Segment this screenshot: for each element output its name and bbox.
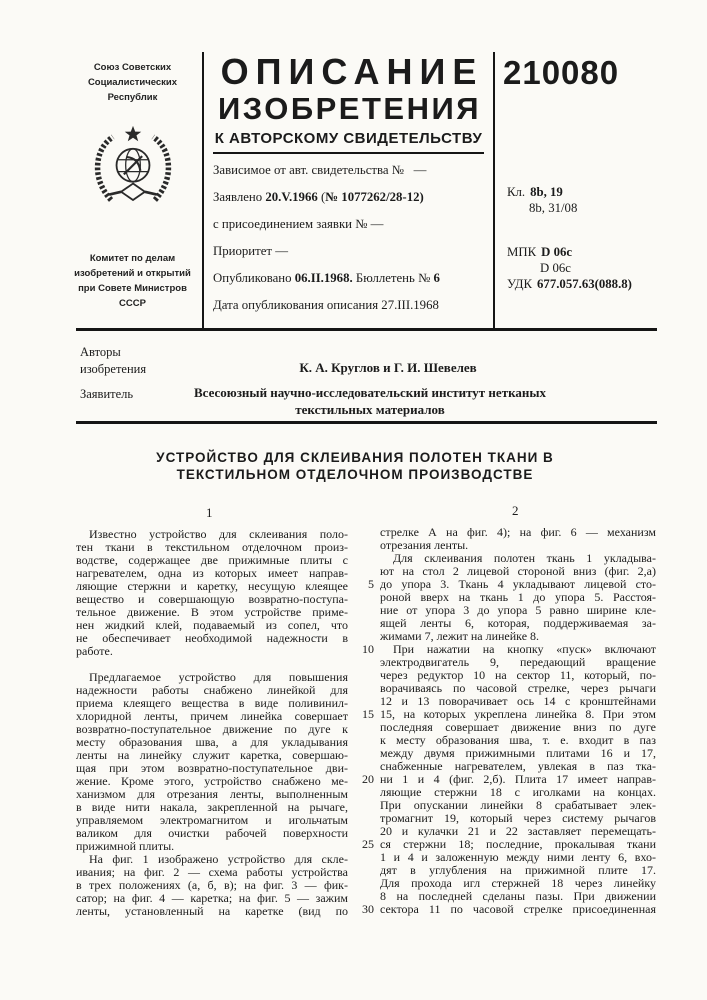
body-text-line: дят в углубления на прижимной плите 17.: [380, 864, 656, 877]
body-text-line: ни 1 и 4 (фиг. 2,б). Плита 17 имеет направ-: [380, 773, 656, 786]
body-text-line: стрелке А на фиг. 4); на фиг. 6 — механизм: [380, 526, 656, 539]
body-text-line: ся стержни 18; последние, прокалывая ткани: [380, 838, 656, 851]
body-text-line: 8 на последней сделаны пазы. При движении: [380, 890, 656, 903]
class-mpk: МПК D 06c: [507, 245, 573, 259]
body-text-line: Для прохода игл стержней 18 через линейку: [380, 877, 656, 890]
info-line: Приоритет —: [213, 244, 288, 258]
body-text-line: ивания; на фиг. 2 — схема работы устройства: [76, 866, 348, 879]
body-text-line: приема клеящего вещества в виде поливинил-: [76, 697, 348, 710]
body-text-line: снабженные нагревателем, увлекая в паз тка-: [380, 760, 656, 773]
body-text-line: в виде нити накала, закрепленной на рычаге,: [76, 801, 348, 814]
body-text-line: роной вверх на ткань 1 до упора 5. Расстоя-: [380, 591, 656, 604]
header-vertical-divider-right: [493, 52, 495, 330]
union-name-line: Социалистических: [87, 77, 178, 88]
applicant-label: Заявитель: [80, 387, 134, 401]
classification-spacer: [507, 216, 702, 244]
body-text-line: тельное движение. В этом устройстве приме-: [76, 606, 348, 619]
info-line: Заявлено 20.V.1966 (№ 1077262/28-12): [213, 190, 424, 204]
union-name-line: Союз Советских: [93, 62, 172, 73]
union-name-line: Республик: [107, 92, 158, 103]
body-text-line: жимами 7, лежит на линейке 8.: [380, 630, 540, 643]
masthead-left-block: [40, 60, 225, 311]
body-text-line: Для склеивания полотен ткань 1 укладыва-: [393, 552, 656, 565]
committee-name-line: при Совете Министров: [78, 283, 187, 294]
committee-name-line: Комитет по делам: [89, 253, 176, 264]
body-text-line: до упора 3. Ткань 4 укладывают лицевой сто-: [380, 578, 656, 591]
doc-subtitle: К АВТОРСКОМУ СВИДЕТЕЛЬСТВУ: [213, 130, 485, 154]
body-text-line: отрезания ленты.: [380, 539, 469, 552]
column-number-1: 1: [206, 505, 213, 520]
horizontal-rule-top: [76, 328, 657, 331]
body-text-line: ворачиваясь по часовой стрелке, через рычаги: [380, 682, 656, 695]
column-number-2: 2: [512, 503, 519, 518]
body-text-line: месту образования шва, а для укладывания: [76, 736, 348, 749]
body-text-line: жение. Кроме этого, устройство снабжено ме-: [76, 775, 348, 788]
body-text-line: Известно устройство для склеивания поло-: [89, 528, 348, 541]
body-text-line: ханизмом для отрезания ленты, выполненным: [76, 788, 348, 801]
body-text-line: прижимной плиты.: [76, 840, 175, 853]
committee-name: [40, 251, 225, 311]
gutter-line-number: 25: [362, 837, 374, 851]
body-text-line: ляющие стержни 18 с иголками на концах.: [380, 786, 656, 799]
body-text-line: ляющие стержни и каретку, несущую клеящее: [76, 580, 348, 593]
info-line: с присоединением заявки № —: [213, 217, 384, 231]
classification-block: [507, 184, 702, 292]
body-text-line: вещество и совершающую возвратно-поступа-: [76, 593, 348, 606]
body-text-line: нен жидкий клей, подаваемый из сопел, что: [76, 619, 348, 632]
class-udk: УДК 677.057.63(088.8): [507, 277, 632, 291]
body-text-line: тромагнит 19, который через систему рычагов: [380, 812, 656, 825]
body-text-line: ние от упора 3 до упора 5 равно ширине кле-: [380, 604, 656, 617]
gutter-line-number: 20: [362, 772, 374, 786]
body-text-line: сатор; на фиг. 4 — каретка; на фиг. 5 — зажим: [76, 892, 348, 905]
doc-type-title-line2: ИЗОБРЕТЕНИЯ: [217, 91, 482, 126]
horizontal-rule-bottom: [76, 421, 657, 424]
header-vertical-divider-left: [202, 52, 204, 330]
info-line: Зависимое от авт. свидетельства № —: [213, 163, 427, 177]
body-text-line: электродвигатель 9, передающий вращение: [380, 656, 656, 669]
gutter-line-number: 10: [362, 642, 374, 656]
committee-name-line: изобретений и открытий: [74, 268, 191, 279]
body-text-line: ящей ленты 6, которая, поддерживаемая за-: [380, 617, 656, 630]
applicant-name: Всесоюзный научно-исследовательский институт нетканых текстильных материалов: [193, 385, 547, 417]
bibliographic-info: [213, 157, 491, 319]
body-text-line: нагревателем, одна из которых имеет направ-: [76, 567, 348, 580]
gutter-line-number: 5: [368, 577, 374, 591]
body-text-line: Предлагаемое устройство для повышения: [89, 671, 348, 684]
info-line: Опубликовано 06.II.1968. Бюллетень № 6: [213, 271, 440, 285]
body-text-line: последняя совершает движение вниз по дуге: [380, 721, 656, 734]
body-text-line: На фиг. 1 изображено устройство для скле-: [89, 853, 348, 866]
body-text-line: При опускании линейки 8 срабатывает элек-: [380, 799, 656, 812]
body-text-line: 15, на которых укреплена линейка 8. При этом: [380, 708, 656, 721]
body-text-line: При нажатии на кнопку «пуск» включают: [393, 643, 656, 656]
committee-name-line: СССР: [119, 298, 146, 309]
body-text-line: не обеспечивает необходимой надежности в: [76, 632, 348, 645]
body-text-line: в трех положениях (а, б, в); на фиг. 3 — фик-: [76, 879, 348, 892]
body-text-line: водстве, содержащее две прижимные плиты с: [76, 554, 348, 567]
document-type-block: [205, 52, 492, 154]
invention-title: УСТРОЙСТВО ДЛЯ СКЛЕИВАНИЯ ПОЛОТЕН ТКАНИ В ТЕКСТИЛЬНОМ ОТДЕЛОЧНОМ ПРОИЗВОДСТВЕ: [156, 450, 554, 482]
body-text-line: валиком для очистки рабочей поверхности: [76, 827, 348, 840]
union-name: [40, 60, 225, 105]
gutter-line-number: 30: [362, 902, 374, 916]
body-text-line: хлоридной ленты, причем линейка совершает: [76, 710, 348, 723]
body-text-line: к месту образования шва, т. е. входит в паз: [380, 734, 656, 747]
body-text-line: ленты, установленный на каретке (вид по: [76, 905, 348, 918]
body-text-line: 12 и 13 поворачивает ось 14 с кронштейнами: [380, 695, 656, 708]
body-text-line: управляемом электромагнитом и игольчатым: [76, 814, 348, 827]
body-text-line: тен ткани в текстильном отделочном произ-: [76, 541, 348, 554]
body-text-line: 20 и кулачки 21 и 22 заставляет перемещать-: [380, 825, 656, 838]
body-text-line: ют на стол 2 лицевой стороной вниз (фиг. 2,а): [380, 565, 656, 578]
authors-names: К. А. Круглов и Г. И. Шевелев: [299, 360, 477, 375]
info-line: Дата опубликования описания 27.III.1968: [213, 298, 439, 312]
class-national: Кл. 8b, 19: [507, 185, 563, 199]
body-text-line: сектора 11 по часовой стрелке присоединенная: [380, 903, 656, 916]
text-column-1: [76, 528, 348, 918]
class-national-2: 8b, 31/08: [529, 201, 578, 215]
body-text-line: между двумя прижимными плитами 16 и 17,: [380, 747, 656, 760]
ussr-state-emblem-icon: [87, 125, 179, 211]
body-text-line: 1 и 4 и заложенную между ними ленту 6, вхо-: [380, 851, 656, 864]
body-text-line: ленты на линейку служит каретка, совершаю-: [76, 749, 348, 762]
patent-number: 210080: [503, 54, 620, 91]
body-text-line: возвратно-поступательное движение по дуге к: [76, 723, 348, 736]
doc-type-title-line1: ОПИСАНИЕ: [220, 51, 484, 92]
body-text-line: щая при этом возвратно-поступательное дви-: [76, 762, 348, 775]
body-text-line: надежности работы снабжено линейкой для: [76, 684, 348, 697]
body-text-line: через редуктор 10 на сектор 11, который, по-: [380, 669, 656, 682]
body-text-line: работе.: [76, 645, 113, 658]
authors-label: Авторы изобретения: [80, 345, 147, 376]
text-column-2: [380, 526, 656, 916]
class-mpk-2: D 06c: [540, 261, 571, 275]
gutter-line-number: 15: [362, 707, 374, 721]
